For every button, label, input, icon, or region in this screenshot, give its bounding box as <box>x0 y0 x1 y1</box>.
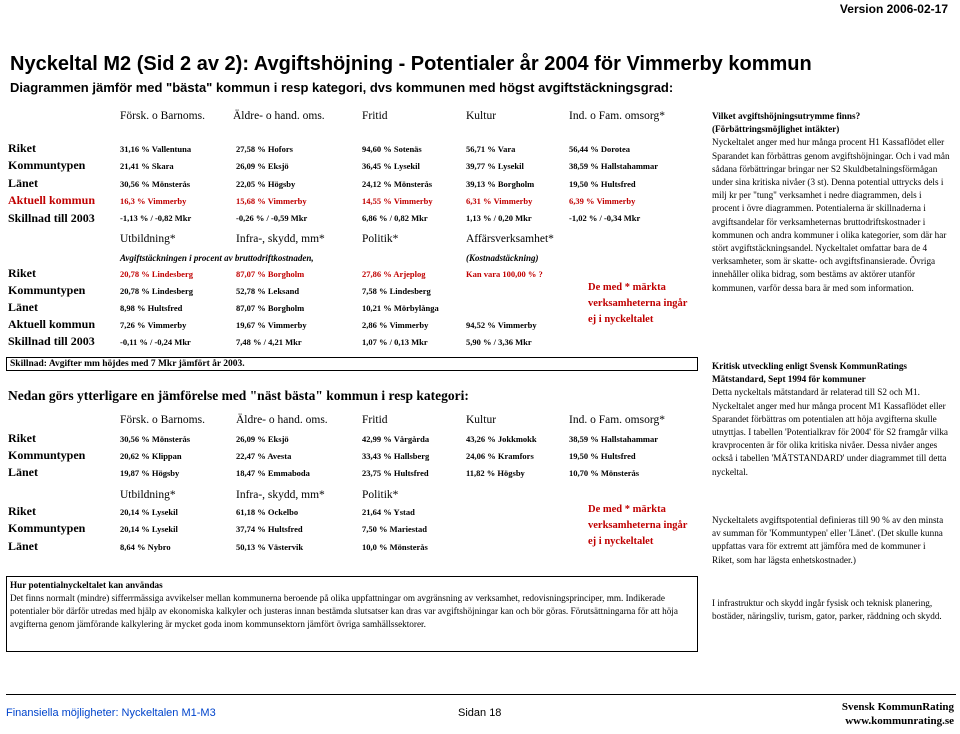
table-cell: 30,56 % Mönsterås <box>120 434 191 444</box>
table-cell: 20,78 % Lindesberg <box>120 286 193 296</box>
table-cell-current: 15,68 % Vimmerby <box>236 196 307 206</box>
table-cell: 21,64 % Ystad <box>362 507 415 517</box>
col-header: Infra-, skydd, mm* <box>236 489 325 501</box>
table-cell: 31,16 % Vallentuna <box>120 144 192 154</box>
col-header: Äldre- o hand. oms. <box>233 110 325 122</box>
table-cell-current: 6,31 % Vimmerby <box>466 196 533 206</box>
difference-box: Skillnad: Avgifter mm höjdes med 7 Mkr jämfört år 2003. <box>6 357 698 371</box>
table-cell: 5,90 % / 3,36 Mkr <box>466 337 532 347</box>
table-cell: 30,56 % Mönsterås <box>120 179 191 189</box>
table-cell: 42,99 % Vårgårda <box>362 434 430 444</box>
table-cell: 26,09 % Eksjö <box>236 434 289 444</box>
table-cell: 20,78 % Lindesberg <box>120 269 193 279</box>
col-header: Kultur <box>466 414 497 426</box>
brand-url: www.kommunrating.se <box>845 715 954 727</box>
marked-note: De med * märkta verksamheterna ingår ej i nyckeltalet <box>588 504 688 547</box>
table-cell: Kan vara 100,00 % ? <box>466 269 543 279</box>
table-cell: 36,45 % Lysekil <box>362 161 420 171</box>
table-cell: 20,14 % Lysekil <box>120 524 178 534</box>
sidebar-text: Nyckeltalet anger med hur många procent H1 Kassaflödet eller Sparandet kan förbättras genom avgiftshöjningar. Och i vad mån sådana förbättringar bringar ner S2 Skuldbetalningsförmågan under sina kritiska nivåer (3 st). Denna potential uttrycks dels i milj kr per "tung" verksamhet i nedre diagrammen, dels i procent i övre diagrammen. Potentialerna är skillnaderna i avgiftsandelar för verksamheternas bruttodriftskostnader i kommunen och andra kommuner i olika kategorier, som där har stört avgiftstäckningsandel. Nyckeltalet omfattar bara de 4 verksamheter, som är skatte- och avgiftsfinansierade. Övriga innehåller olika bidrag, som bestäms av aktörer utanför kommunen, varför dessa bara är med som information. <box>712 137 950 293</box>
table-cell: 22,05 % Högsby <box>236 179 296 189</box>
table-cell: 2,86 % Vimmerby <box>362 320 429 330</box>
col-header: Affärsverksamhet* <box>466 233 554 245</box>
footer-divider <box>6 694 956 695</box>
row-label: Länet <box>8 539 38 553</box>
section-title: Nedan görs ytterligare en jämförelse med "näst bästa" kommun i resp kategori: <box>8 388 469 403</box>
table-cell: 52,78 % Leksand <box>236 286 300 296</box>
col-header: Ind. o Fam. omsorg* <box>569 110 665 122</box>
table-cell: -1,02 % / -0,34 Mkr <box>569 213 641 223</box>
sidebar-heading: Kritisk utveckling enligt Svensk KommunRatings Mätstandard, Sept 1994 för kommuner <box>712 361 908 385</box>
col-header: Politik* <box>362 489 399 501</box>
table-cell: 10,0 % Mönsterås <box>362 542 428 552</box>
row-label: Kommuntypen <box>8 521 86 535</box>
usage-body: Det finns normalt (mindre) sifferrmässiga avvikelser mellan kommunerna beroende på olika uppfattningar om avgränsning av verksamhet, redovisningsprinciper, mm. Indikerade potentialer bör därför utredas med hjälp av ekonomiska kalkyler och justeras innan bestämda slutsatser kan dras var avgiftshöjningar kan och bör göras. Förutsättningarna för att höja avgifterna genom jämförande kalkylering är mycket goda inom kommunsektorn jämfört övriga samhällssektorer. <box>10 593 678 629</box>
col-header: Försk. o Barnoms. <box>120 110 205 122</box>
col-header: Utbildning* <box>120 489 176 501</box>
col-header: Kultur <box>466 110 497 122</box>
row-label: Kommuntypen <box>8 448 86 462</box>
row-label: Riket <box>8 431 36 445</box>
col-header: Politik* <box>362 233 399 245</box>
table-cell-current: 14,55 % Vimmerby <box>362 196 433 206</box>
sidebar-block-definition <box>712 514 950 567</box>
table-cell: 19,50 % Hultsfred <box>569 451 636 461</box>
sidebar-block-potential <box>712 110 950 295</box>
table-cell: 1,07 % / 0,13 Mkr <box>362 337 428 347</box>
table-cell: 6,86 % / 0,82 Mkr <box>362 213 428 223</box>
page-title: Nyckeltal M2 (Sid 2 av 2): Avgiftshöjning - Potentialer år 2004 för Vimmerby kommun <box>10 53 812 75</box>
version-label: Version 2006-02-17 <box>839 2 948 16</box>
row-label: Länet <box>8 176 38 190</box>
table-cell: 87,07 % Borgholm <box>236 303 305 313</box>
table-cell: 94,60 % Sotenäs <box>362 144 422 154</box>
table-cell: -0,26 % / -0,59 Mkr <box>236 213 308 223</box>
table-cell: 37,74 % Hultsfred <box>236 524 303 534</box>
table-cell: 7,26 % Vimmerby <box>120 320 187 330</box>
table-cell: 38,59 % Hallstahammar <box>569 434 659 444</box>
table-cell: -0,11 % / -0,24 Mkr <box>120 337 191 347</box>
row-label-current: Aktuell kommun <box>8 193 96 207</box>
table-cell: 43,26 % Jokkmokk <box>466 434 537 444</box>
table-cell: 19,87 % Högsby <box>120 468 180 478</box>
row-label: Länet <box>8 300 38 314</box>
table-cell: 7,50 % Mariestad <box>362 524 427 534</box>
table-cell: 26,09 % Eksjö <box>236 161 289 171</box>
table-note: Avgiftstäckningen i procent av bruttodriftkostnaden, <box>120 253 314 263</box>
sidebar-block-critical <box>712 360 950 479</box>
marked-note: De med * märkta verksamheterna ingår ej i nyckeltalet <box>588 282 688 325</box>
table-cell-current: 6,39 % Vimmerby <box>569 196 636 206</box>
footer-brand <box>842 700 954 728</box>
row-label: Aktuell kommun <box>8 317 96 331</box>
row-label: Länet <box>8 465 38 479</box>
sidebar-heading: Vilket avgiftshöjningsutrymme finns? <box>712 111 861 121</box>
table-cell: 19,67 % Vimmerby <box>236 320 307 330</box>
table-cell: 27,58 % Hofors <box>236 144 293 154</box>
table-cell: 24,12 % Mönsterås <box>362 179 433 189</box>
col-header: Fritid <box>362 110 388 122</box>
table-cell: 24,06 % Kramfors <box>466 451 534 461</box>
row-label: Skillnad till 2003 <box>8 211 95 225</box>
table-cell: 50,13 % Västervik <box>236 542 304 552</box>
page-number: Sidan 18 <box>458 707 502 719</box>
row-label: Riket <box>8 504 36 518</box>
table-cell: 1,13 % / 0,20 Mkr <box>466 213 532 223</box>
table-cell: 22,47 % Avesta <box>236 451 292 461</box>
usage-heading: Hur potentialnyckeltalet kan användas <box>10 580 163 590</box>
table-cell: 10,21 % Mörbylånga <box>362 303 439 313</box>
row-label: Riket <box>8 266 36 280</box>
col-header: Infra-, skydd, mm* <box>236 233 325 245</box>
col-header: Ind. o Fam. omsorg* <box>569 414 665 426</box>
table-cell: -1,13 % / -0,82 Mkr <box>120 213 192 223</box>
table-cell: 11,82 % Högsby <box>466 468 525 478</box>
table-cell: 39,13 % Borgholm <box>466 179 535 189</box>
table-cell: 10,70 % Mönsterås <box>569 468 640 478</box>
col-header: Försk. o Barnoms. <box>120 414 205 426</box>
row-label: Riket <box>8 141 36 155</box>
table-cell: 94,52 % Vimmerby <box>466 320 537 330</box>
table-cell: 8,98 % Hultsfred <box>120 303 183 313</box>
table-cell: 87,07 % Borgholm <box>236 269 305 279</box>
table-cell: 23,75 % Hultsfred <box>362 468 429 478</box>
table-cell: 33,43 % Hallsberg <box>362 451 430 461</box>
sidebar-text: I infrastruktur och skydd ingår fysisk och teknisk planering, bostäder, näringsliv, turism, gator, parker, räddning och skydd. <box>712 598 942 622</box>
table-cell: 20,62 % Klippan <box>120 451 182 461</box>
footer-title: Finansiella möjligheter: Nyckeltalen M1-M3 <box>6 707 216 719</box>
table-cell: 7,48 % / 4,21 Mkr <box>236 337 302 347</box>
table-cell: 27,86 % Arjeplog <box>362 269 426 279</box>
page-subtitle: Diagrammen jämför med "bästa" kommun i resp kategori, dvs kommunen med högst avgiftstäckningsgrad: <box>10 80 674 95</box>
col-header: Fritid <box>362 414 388 426</box>
sidebar-text: Detta nyckeltals mätstandard är relaterad till S2 och M1. Nyckeltalet anger med hur många procent M1 Kassaflödet eller Sparandet förbättras om potentialen att höja avgifterna skulle utnyttjas. I tabellen 'Potentialkrav för 2004' för S2 framgår vilka kravprocenten är för olika kritiska nivåer. Dessa nivåer anges också i tabellen 'MÄTSTANDARD' under diagrammet till detta nyckeltal. <box>712 387 948 477</box>
table-cell: 56,71 % Vara <box>466 144 516 154</box>
sidebar-block-infra <box>712 597 950 623</box>
table-cell: 38,59 % Hallstahammar <box>569 161 659 171</box>
table-cell: 18,47 % Emmaboda <box>236 468 310 478</box>
table-cell: 20,14 % Lysekil <box>120 507 178 517</box>
row-label: Kommuntypen <box>8 158 86 172</box>
table-cell-current: 16,3 % Vimmerby <box>120 196 187 206</box>
sidebar-text: Nyckeltalets avgiftspotential definieras till 90 % av den minsta av summan för 'Kommuntypen' eller 'Länet'. (Det skulle kunna uppfattas vara för extremt att jämföra med de kommuner i Riket, som har lägsta enhetskostnader.) <box>712 515 944 565</box>
row-label: Kommuntypen <box>8 283 86 297</box>
table-cell: 8,64 % Nybro <box>120 542 171 552</box>
table-cell: 21,41 % Skara <box>120 161 174 171</box>
brand-name: Svensk KommunRating <box>841 701 954 713</box>
col-header: Äldre- o hand. oms. <box>236 414 328 426</box>
table-cell: 19,50 % Hultsfred <box>569 179 636 189</box>
table-cell: 7,58 % Lindesberg <box>362 286 431 296</box>
row-label: Skillnad till 2003 <box>8 334 95 348</box>
usage-box <box>6 576 698 652</box>
table-note: (Kostnadstäckning) <box>466 253 539 263</box>
table-cell: 61,18 % Ockelbo <box>236 507 299 517</box>
table-cell: 56,44 % Dorotea <box>569 144 630 154</box>
table-cell: 39,77 % Lysekil <box>466 161 524 171</box>
col-header: Utbildning* <box>120 233 176 245</box>
sidebar-subheading: (Förbättringsmöjlighet intäkter) <box>712 124 840 135</box>
